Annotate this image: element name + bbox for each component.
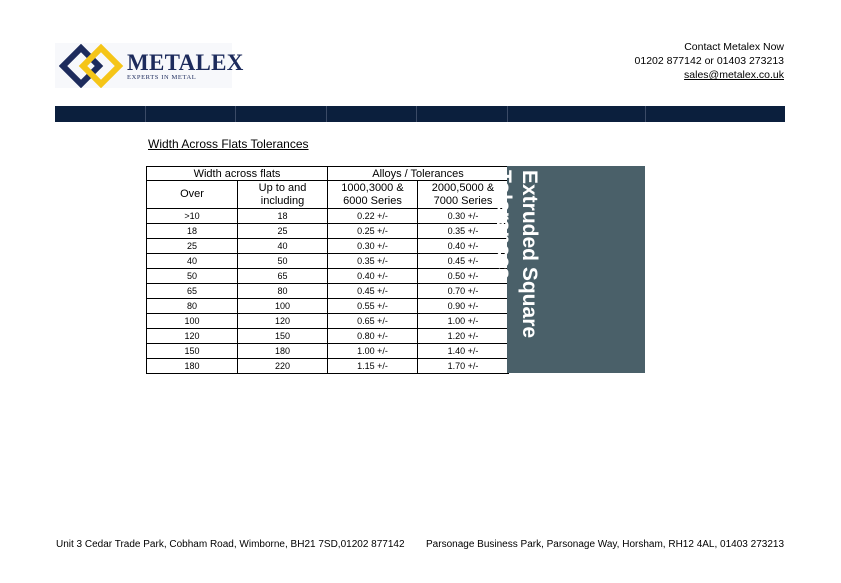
table-row bbox=[147, 314, 509, 329]
series-a-cell: 0.40 +/- bbox=[328, 269, 418, 284]
series-b-cell: 0.40 +/- bbox=[418, 239, 509, 254]
table-row bbox=[147, 269, 509, 284]
contact-heading: Contact Metalex Now bbox=[684, 41, 784, 53]
series-a-cell: 1.15 +/- bbox=[328, 359, 418, 374]
over-header: Over bbox=[147, 181, 238, 209]
series-b-header-line1: 2000,5000 & bbox=[431, 181, 495, 194]
over-cell: 40 bbox=[147, 254, 238, 269]
series-a-cell: 0.35 +/- bbox=[328, 254, 418, 269]
over-cell: 120 bbox=[147, 329, 238, 344]
tolerance-table-body bbox=[147, 209, 509, 374]
over-cell: 25 bbox=[147, 239, 238, 254]
header-bar-divider bbox=[326, 106, 327, 122]
upto-cell: 80 bbox=[238, 284, 328, 299]
over-cell: 80 bbox=[147, 299, 238, 314]
series-a-header-line1: 1000,3000 & bbox=[341, 181, 404, 194]
upto-cell: 25 bbox=[238, 224, 328, 239]
series-a-cell: 0.22 +/- bbox=[328, 209, 418, 224]
upto-header-line2: including bbox=[260, 194, 305, 207]
series-b-header-line2: 7000 Series bbox=[433, 194, 493, 207]
series-b-cell: 0.90 +/- bbox=[418, 299, 509, 314]
series-b-cell: 1.70 +/- bbox=[418, 359, 509, 374]
over-cell: 50 bbox=[147, 269, 238, 284]
over-cell: 150 bbox=[147, 344, 238, 359]
header-bar-divider bbox=[507, 106, 508, 122]
table-row bbox=[147, 209, 509, 224]
header-bar-divider bbox=[235, 106, 236, 122]
table-row bbox=[147, 329, 509, 344]
contact-block bbox=[635, 40, 784, 82]
upto-cell: 65 bbox=[238, 269, 328, 284]
footer-address-wimborne: Unit 3 Cedar Trade Park, Cobham Road, Wimborne, BH21 7SD,01202 877142 bbox=[56, 539, 405, 550]
over-cell: 180 bbox=[147, 359, 238, 374]
upto-cell: 220 bbox=[238, 359, 328, 374]
series-a-cell: 0.65 +/- bbox=[328, 314, 418, 329]
series-a-cell: 0.55 +/- bbox=[328, 299, 418, 314]
upto-cell: 150 bbox=[238, 329, 328, 344]
width-across-flats-header: Width across flats bbox=[147, 167, 328, 181]
upto-cell: 120 bbox=[238, 314, 328, 329]
upto-cell: 18 bbox=[238, 209, 328, 224]
brand-tagline: EXPERTS IN METAL bbox=[127, 74, 197, 81]
series-a-cell: 1.00 +/- bbox=[328, 344, 418, 359]
contact-phones: 01202 877142 or 01403 273213 bbox=[634, 55, 784, 67]
table-row bbox=[147, 224, 509, 239]
upto-cell: 100 bbox=[238, 299, 328, 314]
header-bar bbox=[55, 106, 785, 122]
table-row bbox=[147, 359, 509, 374]
alloys-tolerances-header: Alloys / Tolerances bbox=[328, 167, 509, 181]
table-row bbox=[147, 284, 509, 299]
header-bar-divider bbox=[645, 106, 646, 122]
contact-email-link[interactable]: sales@metalex.co.uk bbox=[684, 69, 784, 81]
series-b-cell: 1.40 +/- bbox=[418, 344, 509, 359]
interlocked-diamonds-icon bbox=[59, 44, 125, 88]
series-a-header-line2: 6000 Series bbox=[343, 194, 402, 207]
series-b-cell: 1.00 +/- bbox=[418, 314, 509, 329]
series-a-cell: 0.80 +/- bbox=[328, 329, 418, 344]
footer-address-horsham: Parsonage Business Park, Parsonage Way, Horsham, RH12 4AL, 01403 273213 bbox=[426, 539, 784, 550]
over-cell: 65 bbox=[147, 284, 238, 299]
over-cell: 18 bbox=[147, 224, 238, 239]
series-a-cell: 0.25 +/- bbox=[328, 224, 418, 239]
table-row bbox=[147, 254, 509, 269]
brand-name: METALEX bbox=[127, 50, 244, 75]
series-a-header bbox=[328, 181, 418, 209]
metalex-logo bbox=[55, 43, 244, 88]
upto-header bbox=[238, 181, 328, 209]
table-row bbox=[147, 344, 509, 359]
table-row bbox=[147, 239, 509, 254]
upto-cell: 50 bbox=[238, 254, 328, 269]
series-b-cell: 1.20 +/- bbox=[418, 329, 509, 344]
series-b-cell: 0.45 +/- bbox=[418, 254, 509, 269]
header-bar-divider bbox=[416, 106, 417, 122]
header-bar-divider bbox=[145, 106, 146, 122]
section-title: Width Across Flats Tolerances bbox=[148, 137, 309, 151]
series-b-cell: 0.70 +/- bbox=[418, 284, 509, 299]
over-cell: >10 bbox=[147, 209, 238, 224]
table-row bbox=[147, 299, 509, 314]
series-a-cell: 0.30 +/- bbox=[328, 239, 418, 254]
series-a-cell: 0.45 +/- bbox=[328, 284, 418, 299]
tolerance-table bbox=[146, 166, 509, 374]
over-cell: 100 bbox=[147, 314, 238, 329]
series-b-cell: 0.30 +/- bbox=[418, 209, 509, 224]
series-b-cell: 0.35 +/- bbox=[418, 224, 509, 239]
series-b-cell: 0.50 +/- bbox=[418, 269, 509, 284]
upto-header-line1: Up to and bbox=[258, 181, 307, 194]
side-panel bbox=[492, 166, 645, 373]
upto-cell: 40 bbox=[238, 239, 328, 254]
side-panel-title: Extruded Square Tolerances bbox=[492, 170, 541, 339]
upto-cell: 180 bbox=[238, 344, 328, 359]
